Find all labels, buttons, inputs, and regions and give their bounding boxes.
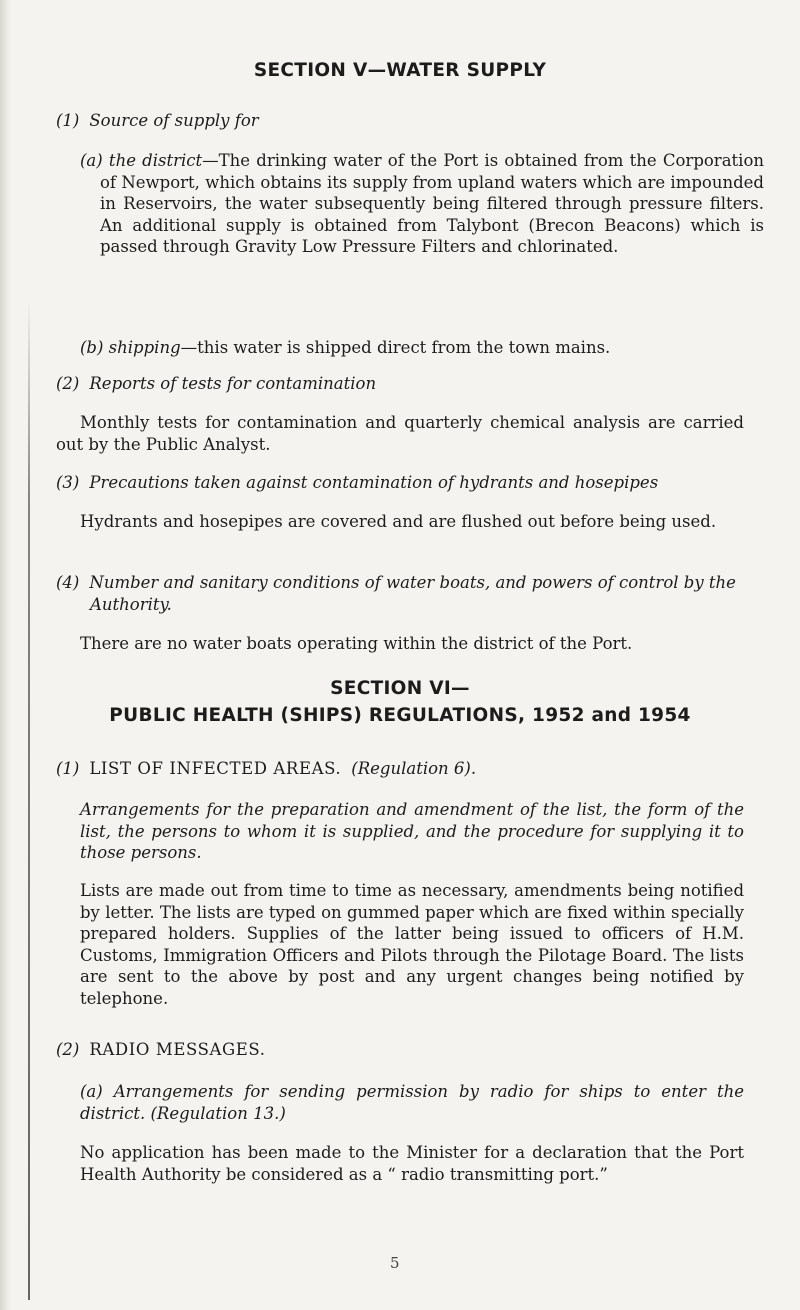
section-6-heading-line1: SECTION VI—	[330, 678, 470, 699]
s5-item3-paragraph: Hydrants and hosepipes are covered and are flushed out before being used.	[80, 512, 717, 531]
section-6-heading-line2: PUBLIC HEALTH (SHIPS) REGULATIONS, 1952 and 1954	[109, 705, 691, 726]
s5-item4-heading	[56, 572, 778, 615]
s6-item2-heading	[56, 1040, 266, 1059]
s6-item1-paragraph: Lists are made out from time to time as necessary, amendments being notified by letter. The lists are typed on gummed paper which are fixed within specially prepared holders. Supplies of the latter being issued to officers of H.M. Customs, Immigration Officers and Pilots through the Pilotage Board. The lists are sent to the above by post and any urgent changes being notified by telephone.	[80, 881, 744, 1008]
s6-item2-title: RADIO MESSAGES.	[89, 1040, 266, 1059]
s6-item1-title: LIST OF INFECTED AREAS.	[89, 759, 342, 778]
s6-item2-subtitle: (a) Arrangements for sending permission by radio for ships to enter the district. (Regulation 13.)	[80, 1082, 744, 1123]
section-5-heading: SECTION V—WATER SUPPLY	[253, 60, 547, 81]
s6-item1-heading	[56, 759, 476, 778]
binding-shadow	[28, 300, 30, 1300]
s5-item3-number: (3)	[56, 473, 80, 492]
s5-item1b-paragraph	[80, 337, 744, 359]
s5-item4-number: (4)	[56, 573, 80, 592]
s5-item3-heading	[56, 473, 658, 492]
page-number: 5	[390, 1254, 400, 1272]
s5-item2-heading	[56, 374, 376, 393]
s6-item1-regulation: (Regulation 6).	[351, 759, 477, 778]
s5-item2-title: Reports of tests for contamination	[89, 374, 377, 393]
binding-edge	[0, 0, 12, 1310]
s6-item1-subtitle: Arrangements for the preparation and amendment of the list, the form of the list, the persons to whom it is supplied, and the procedure for supplying it to those persons.	[80, 800, 744, 862]
s5-item1b-text: —this water is shipped direct from the town mains.	[180, 338, 611, 357]
s5-item1a-text: —The drinking water of the Port is obtained from the Corporation of Newport, which obtains its supply from upland waters which are impounded in Reservoirs, the water subsequently being filtered through pressure filters. An additional supply is obtained from Talybont (Brecon Beacons) which is passed through Gravity Low Pressure Filters and chlorinated.	[100, 151, 765, 256]
s6-item2-paragraph: No application has been made to the Minister for a declaration that the Port Health Authority be considered as a “ radio transmitting port.”	[80, 1143, 744, 1184]
s5-item1-heading	[56, 111, 259, 130]
s5-item1b-lead: (b) shipping	[80, 338, 181, 357]
s6-item2-number: (2)	[56, 1040, 80, 1059]
s6-item1-number: (1)	[56, 759, 80, 778]
s5-item1-title: Source of supply for	[89, 111, 259, 130]
s5-item2-number: (2)	[56, 374, 80, 393]
s5-item4-title: Number and sanitary conditions of water boats, and powers of control by the Authority.	[89, 573, 736, 614]
s5-item1-number: (1)	[56, 111, 80, 130]
s5-item2-paragraph: Monthly tests for contamination and quarterly chemical analysis are carried out by the Public Analyst.	[56, 413, 744, 454]
s5-item1a-lead: (a) the district	[80, 151, 203, 170]
s5-item4-paragraph: There are no water boats operating within the district of the Port.	[80, 634, 633, 653]
s5-item3-title: Precautions taken against contamination of hydrants and hosepipes	[89, 473, 659, 492]
s5-item1a-paragraph	[80, 150, 764, 258]
